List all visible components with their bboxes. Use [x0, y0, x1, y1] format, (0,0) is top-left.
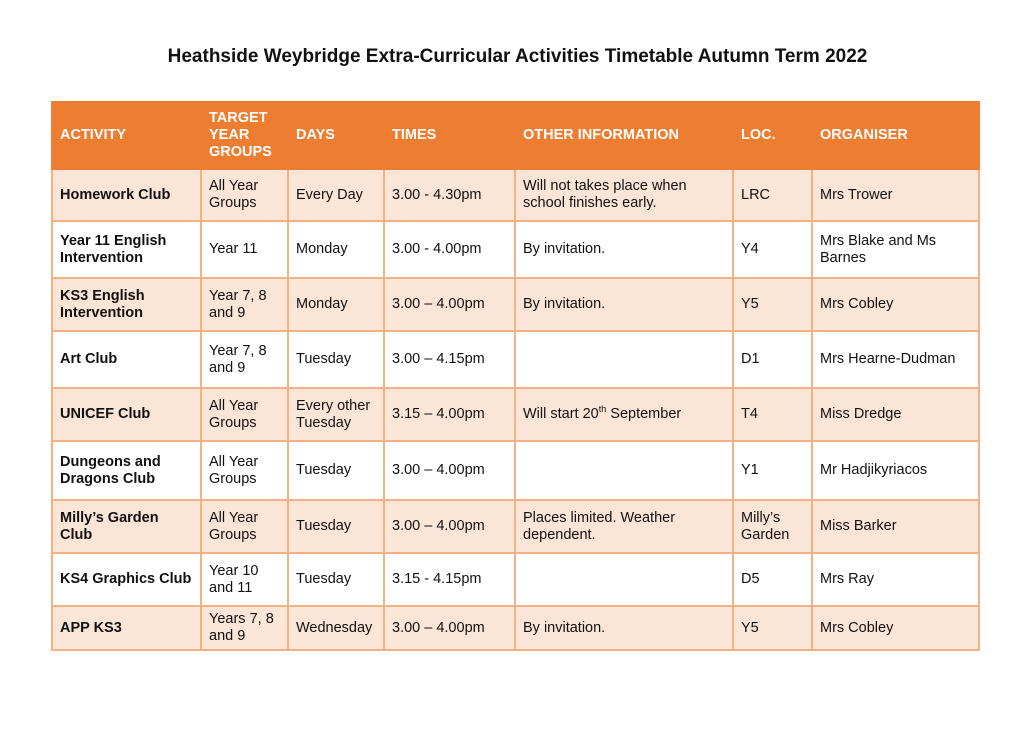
- cell-days: Wednesday: [288, 606, 384, 650]
- cell-info: By invitation.: [515, 606, 733, 650]
- cell-activity: Homework Club: [52, 169, 201, 221]
- cell-activity: KS4 Graphics Club: [52, 553, 201, 606]
- table-row: [52, 606, 979, 650]
- cell-days: Monday: [288, 278, 384, 331]
- header-row: [52, 102, 979, 169]
- cell-location: Y1: [733, 441, 812, 500]
- cell-times: 3.15 – 4.00pm: [384, 388, 515, 441]
- cell-days: Every Day: [288, 169, 384, 221]
- cell-activity: KS3 English Intervention: [52, 278, 201, 331]
- table-row: [52, 331, 979, 388]
- cell-groups: Year 7, 8 and 9: [201, 331, 288, 388]
- cell-activity: Milly’s Garden Club: [52, 500, 201, 553]
- cell-organiser: Miss Barker: [812, 500, 979, 553]
- header-location: LOC.: [733, 102, 812, 169]
- cell-days: Tuesday: [288, 331, 384, 388]
- cell-times: 3.00 – 4.00pm: [384, 500, 515, 553]
- table-row: [52, 441, 979, 500]
- cell-groups: Year 11: [201, 221, 288, 278]
- cell-activity: APP KS3: [52, 606, 201, 650]
- cell-times: 3.00 – 4.00pm: [384, 278, 515, 331]
- cell-groups: Year 10 and 11: [201, 553, 288, 606]
- cell-days: Tuesday: [288, 441, 384, 500]
- cell-info: Will not takes place when school finishes early.: [515, 169, 733, 221]
- cell-days: Tuesday: [288, 553, 384, 606]
- cell-info: [515, 388, 733, 441]
- cell-times: 3.00 - 4.30pm: [384, 169, 515, 221]
- cell-groups: All Year Groups: [201, 441, 288, 500]
- cell-location: D1: [733, 331, 812, 388]
- cell-groups: Year 7, 8 and 9: [201, 278, 288, 331]
- cell-times: 3.00 – 4.00pm: [384, 606, 515, 650]
- cell-location: T4: [733, 388, 812, 441]
- cell-location: Y5: [733, 606, 812, 650]
- cell-location: Y4: [733, 221, 812, 278]
- info-text: Will start 20: [523, 406, 599, 422]
- cell-groups: Years 7, 8 and 9: [201, 606, 288, 650]
- cell-activity: Year 11 English Intervention: [52, 221, 201, 278]
- cell-activity: Art Club: [52, 331, 201, 388]
- cell-location: Y5: [733, 278, 812, 331]
- cell-times: 3.00 - 4.00pm: [384, 221, 515, 278]
- cell-info: [515, 441, 733, 500]
- cell-info: [515, 331, 733, 388]
- timetable: [51, 101, 980, 651]
- cell-info: By invitation.: [515, 221, 733, 278]
- ordinal-suffix: th: [598, 404, 607, 415]
- info-text-end: September: [606, 406, 682, 422]
- header-target-year-groups: TARGET YEAR GROUPS: [201, 102, 288, 169]
- cell-organiser: Miss Dredge: [812, 388, 979, 441]
- cell-groups: All Year Groups: [201, 500, 288, 553]
- cell-location: LRC: [733, 169, 812, 221]
- cell-organiser: Mrs Cobley: [812, 278, 979, 331]
- cell-groups: All Year Groups: [201, 169, 288, 221]
- table-row: [52, 553, 979, 606]
- cell-organiser: Mrs Hearne-Dudman: [812, 331, 979, 388]
- cell-organiser: Mrs Trower: [812, 169, 979, 221]
- header-activity: ACTIVITY: [52, 102, 201, 169]
- table-row: [52, 278, 979, 331]
- cell-organiser: Mr Hadjikyriacos: [812, 441, 979, 500]
- cell-organiser: Mrs Blake and Ms Barnes: [812, 221, 979, 278]
- cell-days: Monday: [288, 221, 384, 278]
- cell-times: 3.15 - 4.15pm: [384, 553, 515, 606]
- header-times: TIMES: [384, 102, 515, 169]
- table-row: [52, 500, 979, 553]
- cell-info: Places limited. Weather dependent.: [515, 500, 733, 553]
- page-title: Heathside Weybridge Extra-Curricular Activities Timetable Autumn Term 2022: [167, 46, 868, 67]
- header-days: DAYS: [288, 102, 384, 169]
- cell-location: D5: [733, 553, 812, 606]
- cell-activity: Dungeons and Dragons Club: [52, 441, 201, 500]
- cell-info: By invitation.: [515, 278, 733, 331]
- table-row: [52, 388, 979, 441]
- cell-days: Every other Tuesday: [288, 388, 384, 441]
- cell-organiser: Mrs Ray: [812, 553, 979, 606]
- header-organiser: ORGANISER: [812, 102, 979, 169]
- cell-groups: All Year Groups: [201, 388, 288, 441]
- cell-times: 3.00 – 4.15pm: [384, 331, 515, 388]
- cell-info: [515, 553, 733, 606]
- table-row: [52, 221, 979, 278]
- cell-days: Tuesday: [288, 500, 384, 553]
- table-row: [52, 169, 979, 221]
- cell-activity: UNICEF Club: [52, 388, 201, 441]
- cell-times: 3.00 – 4.00pm: [384, 441, 515, 500]
- cell-location: Milly’s Garden: [733, 500, 812, 553]
- header-other-information: OTHER INFORMATION: [515, 102, 733, 169]
- cell-organiser: Mrs Cobley: [812, 606, 979, 650]
